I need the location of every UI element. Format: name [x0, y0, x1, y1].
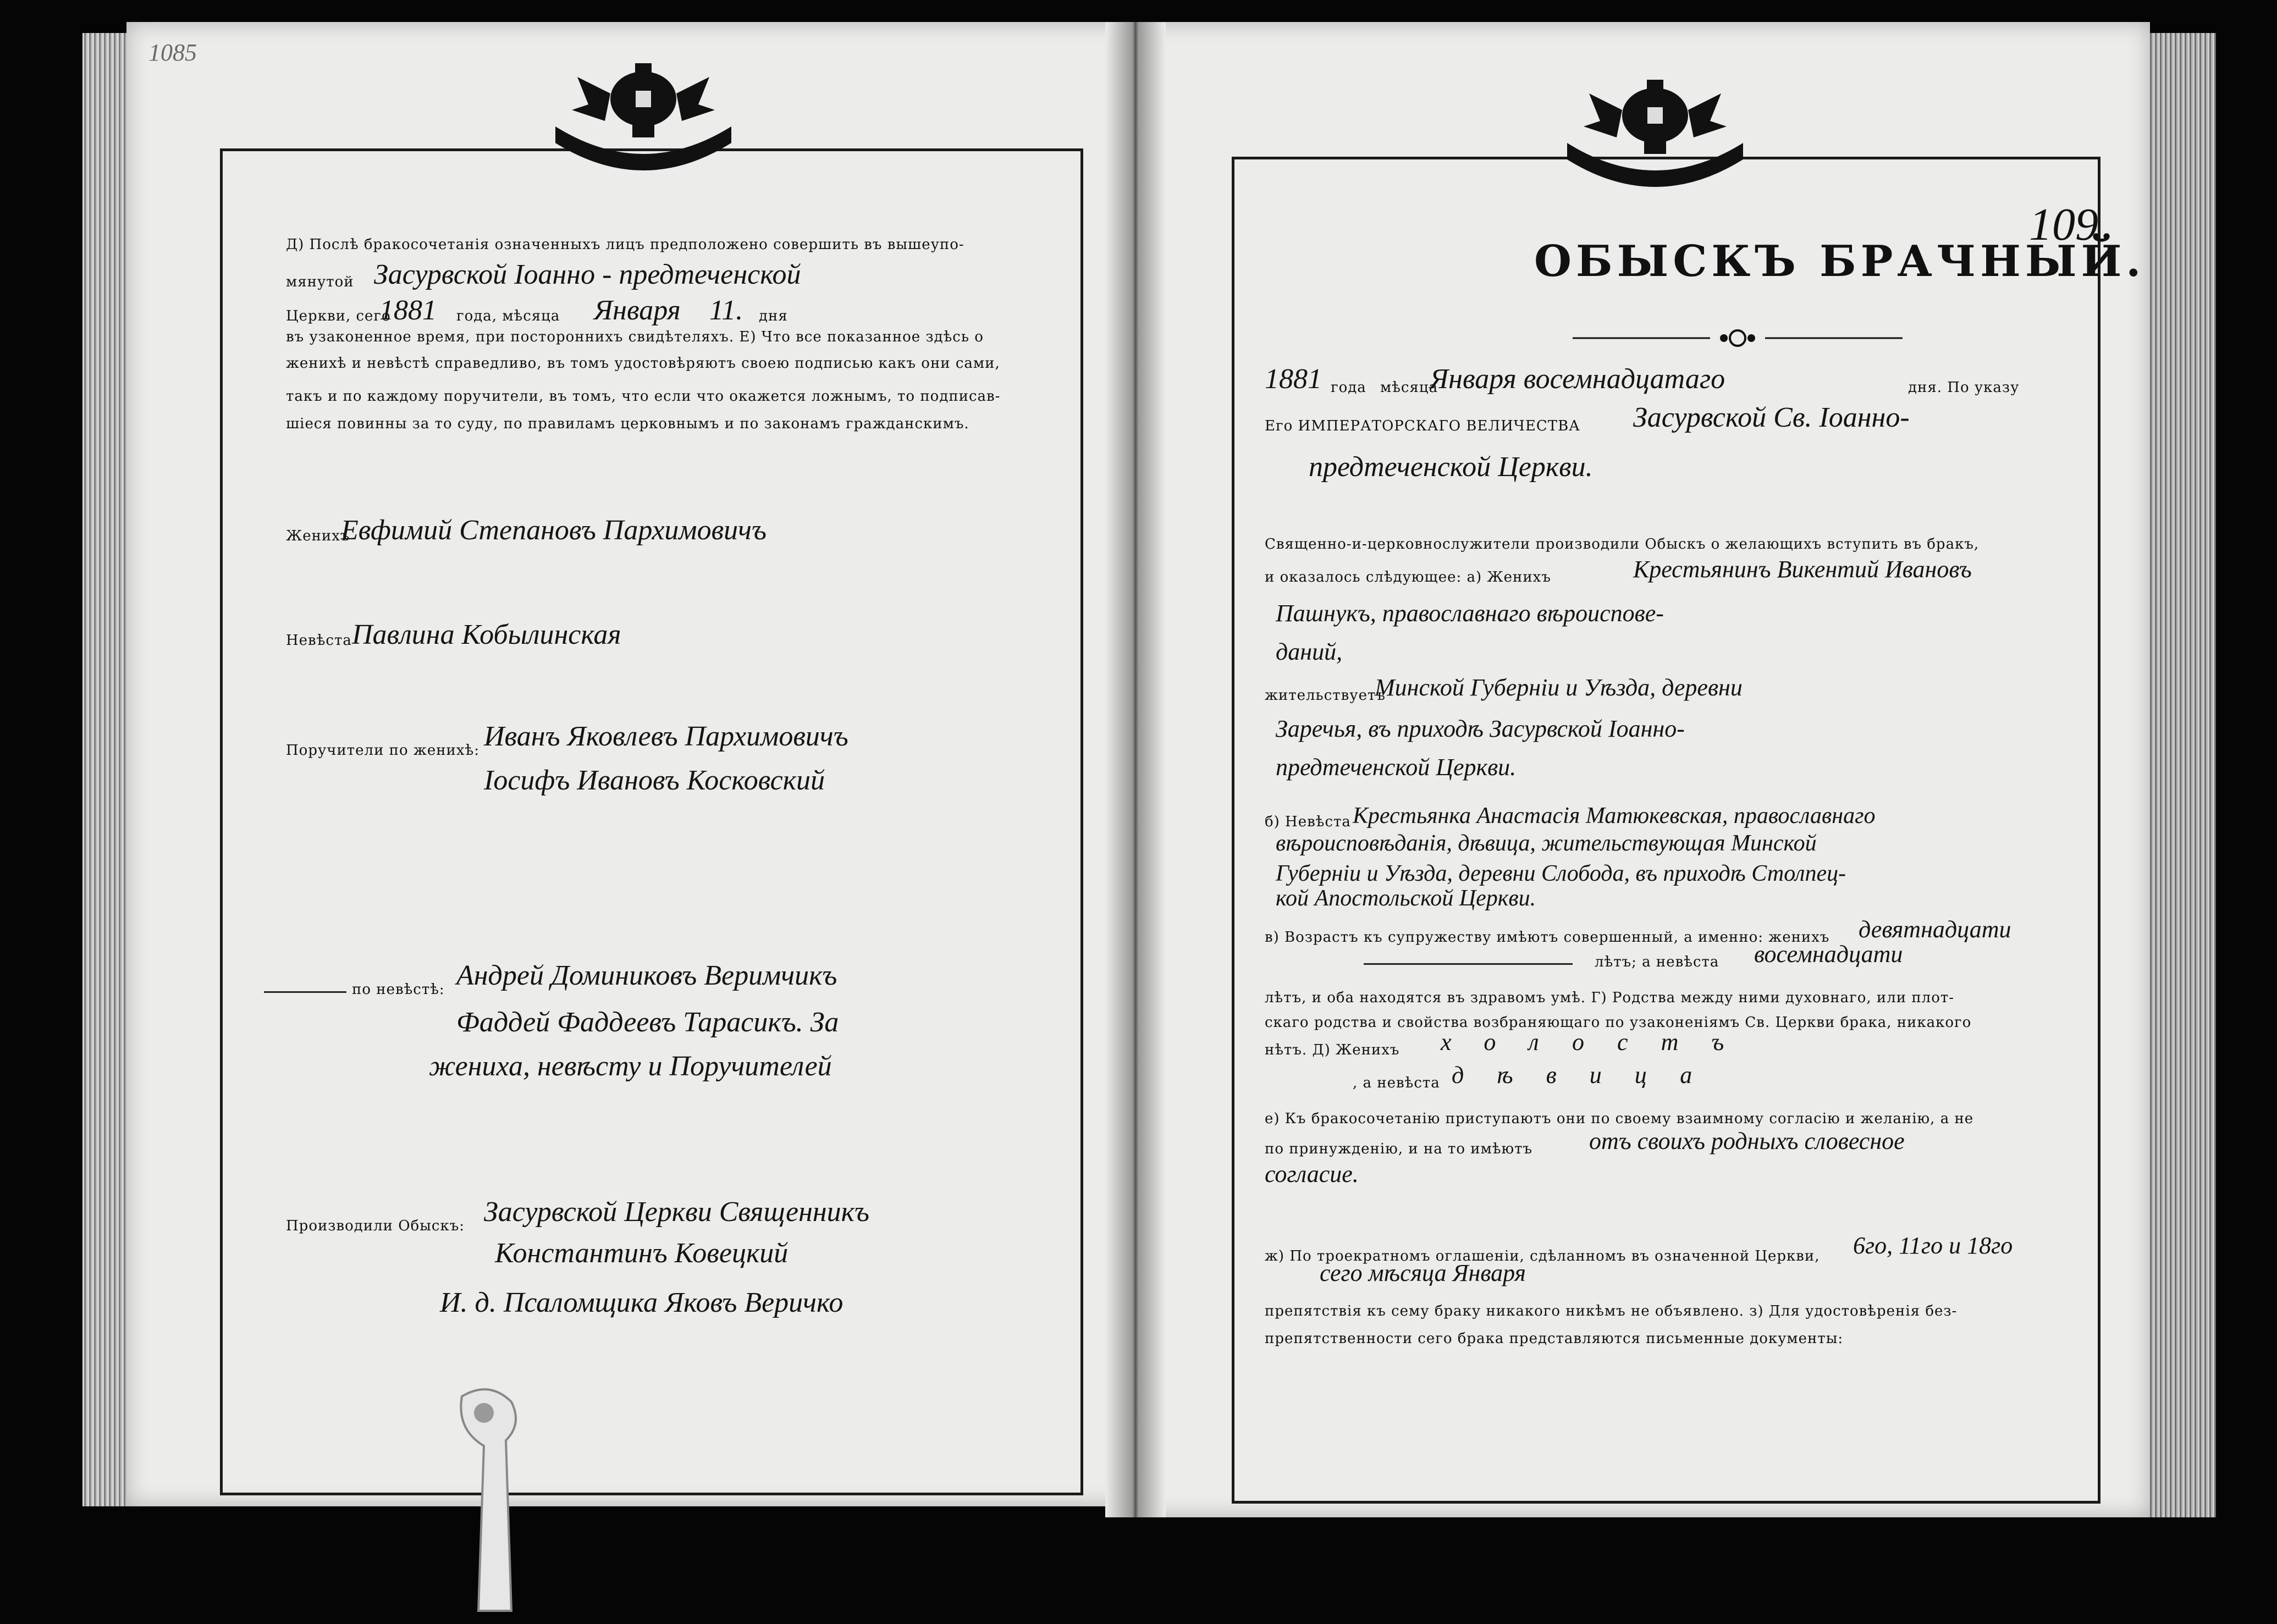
corner-number: 1085 — [148, 39, 197, 66]
investigator-2: Константинъ Ковецкий — [495, 1238, 789, 1269]
groom-guarantors-label: Поручители по женихѣ: — [286, 742, 479, 759]
groom-guarantor-2: Іосифъ Ивановъ Косковский — [484, 765, 825, 796]
residence-hand-3: предтеченской Церкви. — [1276, 754, 1517, 781]
impediment-line: препятствія къ сему браку никакого никѣмъ не объявлено. з) Для удостовѣренія без- — [1265, 1303, 1958, 1319]
banns-month-hand: сего мѣсяца Января — [1320, 1260, 1526, 1286]
clause-d-line-4: въ узаконенное время, при постороннихъ свидѣтеляхъ. Е) Что все показанное здѣсь о — [286, 329, 984, 345]
clause-d-line-5: женихѣ и невѣстѣ справедливо, въ томъ удостовѣряютъ своею подписью какъ они сами, — [286, 355, 1000, 372]
residence-label: жительствуетъ — [1265, 687, 1386, 704]
banns-line: ж) По троекратномъ оглашеніи, сдѣланномъ въ означенной Церкви, — [1265, 1248, 1820, 1264]
groom-status-hand: холостъ — [1441, 1029, 1757, 1056]
groom-signature: Евфимий Степановъ Пархимовичъ — [341, 515, 767, 546]
age-rule — [1364, 963, 1573, 965]
church-name-hand: Засурвской Іоанно - предтеченской — [374, 259, 801, 290]
health-line: лѣтъ, и оба находятся въ здравомъ умѣ. Г) Родства между ними духовнаго, или плот- — [1265, 990, 1955, 1006]
bride-guarantors-rule — [264, 991, 346, 993]
bride-signature: Павлина Кобылинская — [352, 619, 621, 650]
page-number: 109 — [2029, 199, 2098, 250]
clause-d-line-7: шіеся повинны за то суду, по правиламъ церковнымъ и по законамъ гражданскимъ. — [286, 416, 969, 432]
year-hand: 1881 — [379, 295, 437, 326]
groom-hand-1: Крестьянинъ Викентий Ивановъ — [1633, 556, 1972, 583]
year-label: года — [1331, 379, 1366, 396]
banns-dates-hand: 6го, 11го и 18го — [1853, 1232, 2013, 1259]
groom-age-hand: девятнадцати — [1859, 916, 2011, 943]
month-hand: Января — [594, 295, 681, 326]
year-label: года, мѣсяца — [456, 308, 560, 324]
title-ornament-icon — [1573, 327, 1903, 349]
bride-hand-3: Губерніи и Уѣзда, деревни Слобода, въ приходѣ Столпец- — [1276, 861, 1846, 886]
clergy-line-2: и оказалось слѣдующее: а) Женихъ — [1265, 569, 1551, 585]
documents-line: препятственности сего брака представляются письменные документы: — [1265, 1330, 1844, 1347]
bride-label: Невѣста — [286, 632, 352, 649]
month-label: мѣсяца — [1380, 379, 1438, 396]
bride-status-hand: дѣвица — [1452, 1062, 1725, 1089]
record-month-day-hand: Января восемнадцатаго — [1430, 363, 1725, 395]
consent-line-1: е) Къ бракосочетанію приступаютъ они по своему взаимному согласію и желанію, а не — [1265, 1111, 1974, 1127]
clergy-line-1: Священно-и-церковнослужители производили Обыскъ о желающихъ вступить въ бракъ, — [1265, 536, 1980, 553]
bride-guarantor-1: Андрей Доминиковъ Веримчикъ — [456, 960, 837, 991]
clause-d-line-6: такъ и по каждому поручители, въ томъ, что если что окажется ложнымъ, то подписав- — [286, 388, 1001, 405]
bride-label: б) Невѣста — [1265, 814, 1351, 830]
bride-guarantors-label: по невѣстѣ: — [352, 981, 445, 998]
record-year-hand: 1881 — [1265, 363, 1322, 395]
groom-label: Женихъ — [286, 528, 350, 544]
consent-hand-1: отъ своихъ родныхъ словесное — [1589, 1128, 1905, 1155]
bride-age-hand: восемнадцати — [1754, 941, 1903, 968]
kin-line-1: скаго родства и свойства возбраняющаго по узаконеніямъ Св. Церкви брака, никакого — [1265, 1014, 1972, 1031]
record-church-hand-2: предтеченской Церкви. — [1309, 451, 1593, 483]
kin-line-2: нѣтъ. Д) Женихъ — [1265, 1042, 1400, 1058]
groom-hand-2: Пашнукъ, православнаго вѣроиспове- — [1276, 600, 1664, 627]
bride-hand-2: вѣроисповѣданія, дѣвица, жительствующая Минской — [1276, 831, 1817, 856]
bride-guarantor-2: Фаддей Фаддеевъ Тарасикъ. За — [456, 1007, 839, 1038]
document-title: ОБЫСКЪ БРАЧНЫЙ. — [1534, 236, 2146, 286]
day-label: дня — [759, 308, 788, 324]
consent-line-2: по принужденію, и на то имѣютъ — [1265, 1141, 1533, 1157]
investigator-3: И. д. Псаломщика Яковъ Веричко — [440, 1287, 843, 1318]
imperial-eagle-crest-icon — [1556, 71, 1754, 192]
investigator-1: Засурвской Церкви Священникъ — [484, 1196, 869, 1228]
clause-d-line-1: Д) Послѣ бракосочетанія означенныхъ лицъ предположено совершить въ вышеупо- — [286, 236, 964, 253]
church-label: Церкви, сего — [286, 308, 391, 324]
consent-hand-2: согласие. — [1265, 1161, 1359, 1187]
years-label: лѣтъ; а невѣста — [1595, 954, 1719, 970]
groom-guarantor-1: Иванъ Яковлевъ Пархимовичъ — [484, 721, 848, 752]
residence-hand-1: Минской Губерніи и Уѣзда, деревни — [1375, 674, 1743, 701]
groom-hand-3: даний, — [1276, 638, 1343, 665]
day-hand: 11. — [709, 295, 743, 326]
bride-hand-4: кой Апостольской Церкви. — [1276, 886, 1536, 911]
bride-guarantor-3: жениха, невѣсту и Поручителей — [429, 1051, 832, 1082]
book-gutter — [1105, 22, 1166, 1517]
age-line: в) Возрастъ къ супружеству имѣютъ совершенный, а именно: женихъ — [1265, 929, 1830, 946]
imperial-eagle-crest-icon — [544, 60, 742, 170]
investigators-label: Производили Обыскъ: — [286, 1218, 465, 1234]
record-church-hand-1: Засурвской Св. Іоанно- — [1633, 402, 1910, 433]
majesty-label: Его ИМПЕРАТОРСКАГО ВЕЛИЧЕСТВА — [1265, 418, 1580, 434]
clause-d-line-2-label: мянутой — [286, 274, 354, 290]
residence-hand-2: Заречья, въ приходѣ Засурвской Іоанно- — [1276, 715, 1685, 742]
bride-status-label: , а невѣста — [1353, 1075, 1440, 1091]
bride-hand-1: Крестьянка Анастасія Матюкевская, православнаго — [1353, 803, 1876, 828]
day-label: дня. По указу — [1908, 379, 2020, 396]
bookmark-ribbon-icon — [429, 1380, 555, 1616]
